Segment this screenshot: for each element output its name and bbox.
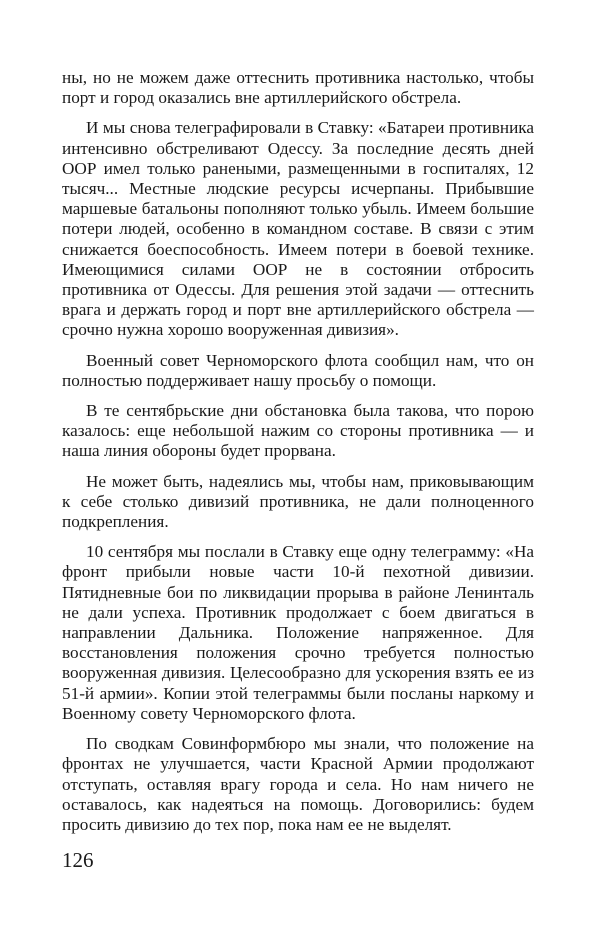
paragraph-telegram-1: И мы снова телеграфировали в Ставку: «Батареи противника интенсивно обстреливают Одессу. За последние десять дней ООР имел только ранеными, размещенными в госпиталях, 12 тысяч... Местные людские ресурсы исчерпаны. Прибывшие маршевые батальоны пополняют только убыль. Имеем большие потери людей, особенно в командном составе. В связи с этим снижается боеспособность. Имеем потери в боевой технике. Имеющимися силами ООР не в состоянии отбросить противника от Одессы. Для решения этой задачи — оттеснить врага и держать город и порт вне артиллерийского обстрела — срочно нужна хорошо вооруженная дивизия». [62,118,534,340]
paragraph-telegram-2: 10 сентября мы послали в Ставку еще одну телеграмму: «На фронт прибыли новые части 10-й пехотной дивизии. Пятидневные бои по ликвидации прорыва в районе Ленинталь не дали успеха. Противник продолжает с боем двигаться в направлении Дальника. Положение напряженное. Для восстановления положения срочно требуется полностью вооруженная дивизия. Целесообразно для ускорения взять ее из 51-й армии». Копии этой телеграммы были посланы наркому и Военному совету Черноморского флота. [62,542,534,723]
page-number: 126 [62,848,94,872]
paragraph-september-situation: В те сентябрьские дни обстановка была такова, что порою казалось: еще небольшой нажим со стороны противника — и наша линия обороны будет прорвана. [62,401,534,461]
paragraph-continuation: ны, но не можем даже оттеснить противника настолько, чтобы порт и город оказались вне артиллерийского обстрела. [62,68,534,108]
paragraph-military-council: Военный совет Черноморского флота сообщил нам, что он полностью поддерживает нашу просьбу о помощи. [62,350,534,390]
paragraph-sovinformburo: По сводкам Совинформбюро мы знали, что положение на фронтах не улучшается, части Красной Армии продолжают отступать, оставляя врагу города и села. Но нам ничего не оставалось, как надеяться на помощь. Договорились: будем просить дивизию до тех пор, пока нам ее не выделят. [62,734,534,834]
body-text [62,68,534,835]
paragraph-hope-reinforcement: Не может быть, надеялись мы, чтобы нам, приковывающим к себе столько дивизий противника, не дали полноценного подкрепления. [62,471,534,532]
